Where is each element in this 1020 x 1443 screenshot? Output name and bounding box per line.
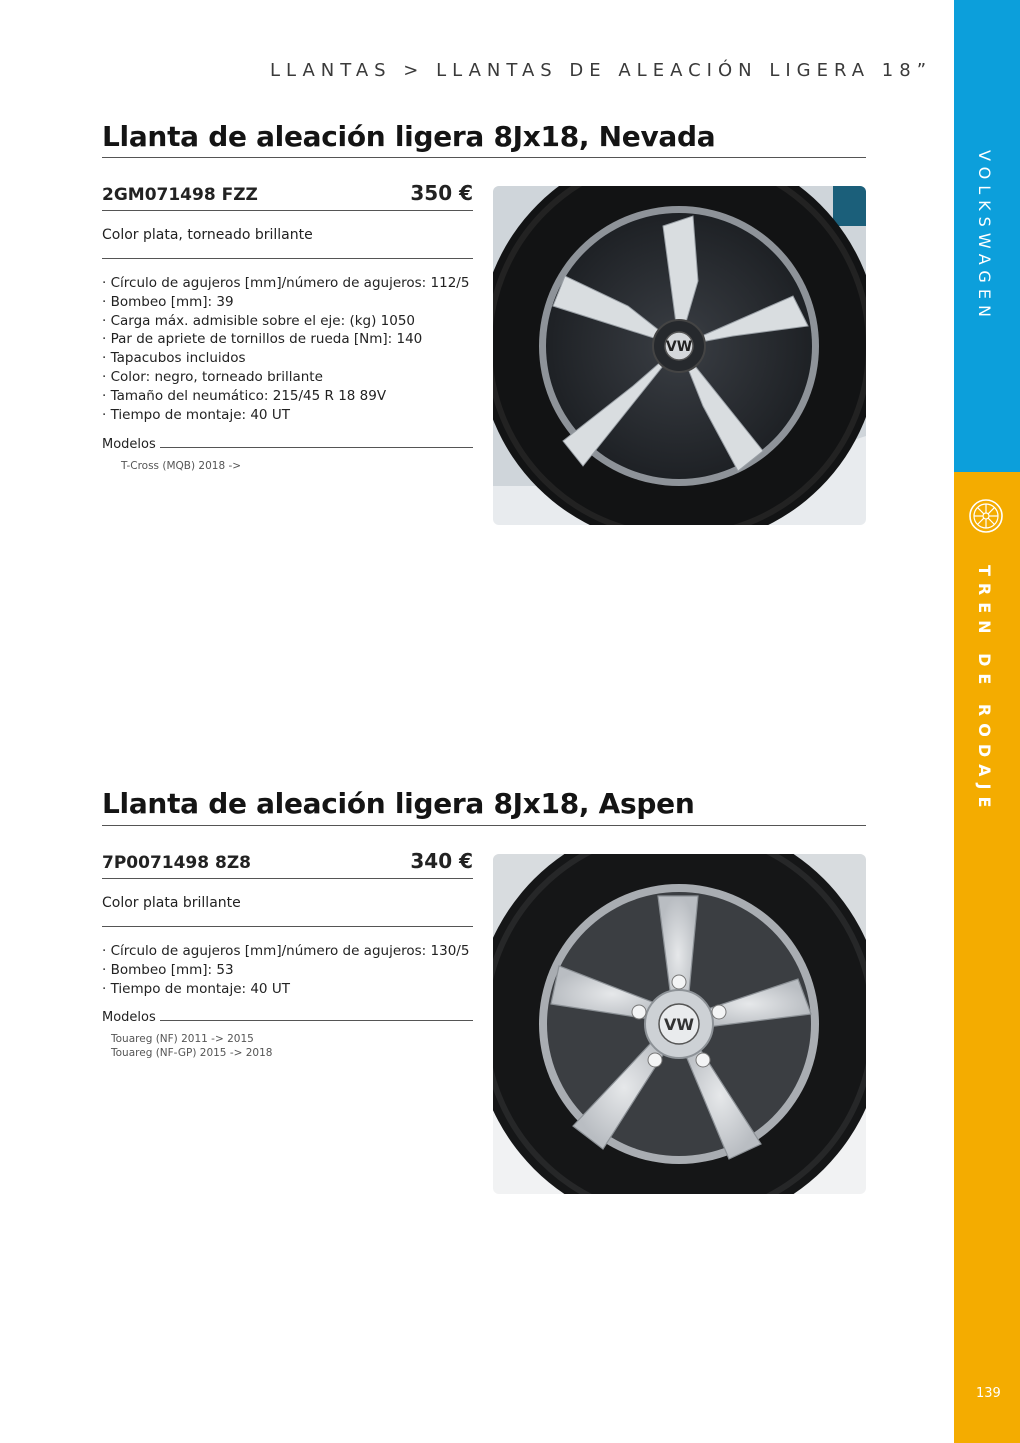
wheel-photo-nevada: [493, 186, 866, 525]
models-list: [121, 459, 241, 473]
color-description: Color plata, torneado brillante: [102, 227, 313, 243]
wheel-icon: [968, 498, 1004, 534]
model-item: Touareg (NF) 2011 -> 2015: [111, 1033, 254, 1045]
price: 350 €: [410, 181, 473, 205]
page-number: 139: [976, 1386, 1001, 1401]
title-divider: [102, 825, 866, 826]
spec-item: · Círculo de agujeros [mm]/número de agujeros: 130/5: [102, 942, 469, 961]
part-number: 7P0071498 8Z8: [102, 853, 251, 873]
divider: [102, 258, 473, 259]
spec-list: [102, 274, 469, 424]
part-number: 2GM071498 FZZ: [102, 185, 258, 205]
divider: [102, 210, 473, 211]
product-title-aspen: Llanta de aleación ligera 8Jx18, Aspen: [102, 787, 695, 820]
models-label: Modelos: [102, 437, 156, 452]
model-item: Touareg (NF-GP) 2015 -> 2018: [111, 1047, 273, 1059]
spec-item: · Tiempo de montaje: 40 UT: [102, 406, 469, 425]
spec-item: · Bombeo [mm]: 53: [102, 961, 469, 980]
models-label: Modelos: [102, 1010, 156, 1025]
spec-item: · Par de apriete de tornillos de rueda [Nm]: 140: [102, 330, 469, 349]
color-description: Color plata brillante: [102, 895, 241, 911]
model-item: T-Cross (MQB) 2018 ->: [121, 460, 242, 472]
breadcrumb: LLANTAS > LLANTAS DE ALEACIÓN LIGERA 18”: [270, 60, 933, 81]
models-divider: [160, 447, 473, 448]
spec-item: · Bombeo [mm]: 39: [102, 293, 469, 312]
divider: [102, 926, 473, 927]
sidebar-section-label: TREN DE RODAJE: [975, 565, 994, 815]
spec-item: · Tamaño del neumático: 215/45 R 18 89V: [102, 387, 469, 406]
spec-item: · Carga máx. admisible sobre el eje: (kg) 1050: [102, 312, 469, 331]
wheel-photo-aspen: [493, 854, 866, 1194]
spec-item: · Círculo de agujeros [mm]/número de agujeros: 112/5: [102, 274, 469, 293]
divider: [102, 878, 473, 879]
svg-text:VW: VW: [663, 1015, 695, 1034]
models-list: [111, 1032, 272, 1060]
spec-item: · Color: negro, torneado brillante: [102, 368, 469, 387]
spec-item: · Tapacubos incluidos: [102, 349, 469, 368]
price: 340 €: [410, 849, 473, 873]
product-title-nevada: Llanta de aleación ligera 8Jx18, Nevada: [102, 120, 716, 153]
title-divider: [102, 157, 866, 158]
models-divider: [160, 1020, 473, 1021]
sidebar-brand-label: VOLKSWAGEN: [975, 150, 994, 323]
svg-text:VW: VW: [665, 339, 693, 355]
spec-item: · Tiempo de montaje: 40 UT: [102, 980, 469, 999]
spec-list: [102, 942, 469, 998]
